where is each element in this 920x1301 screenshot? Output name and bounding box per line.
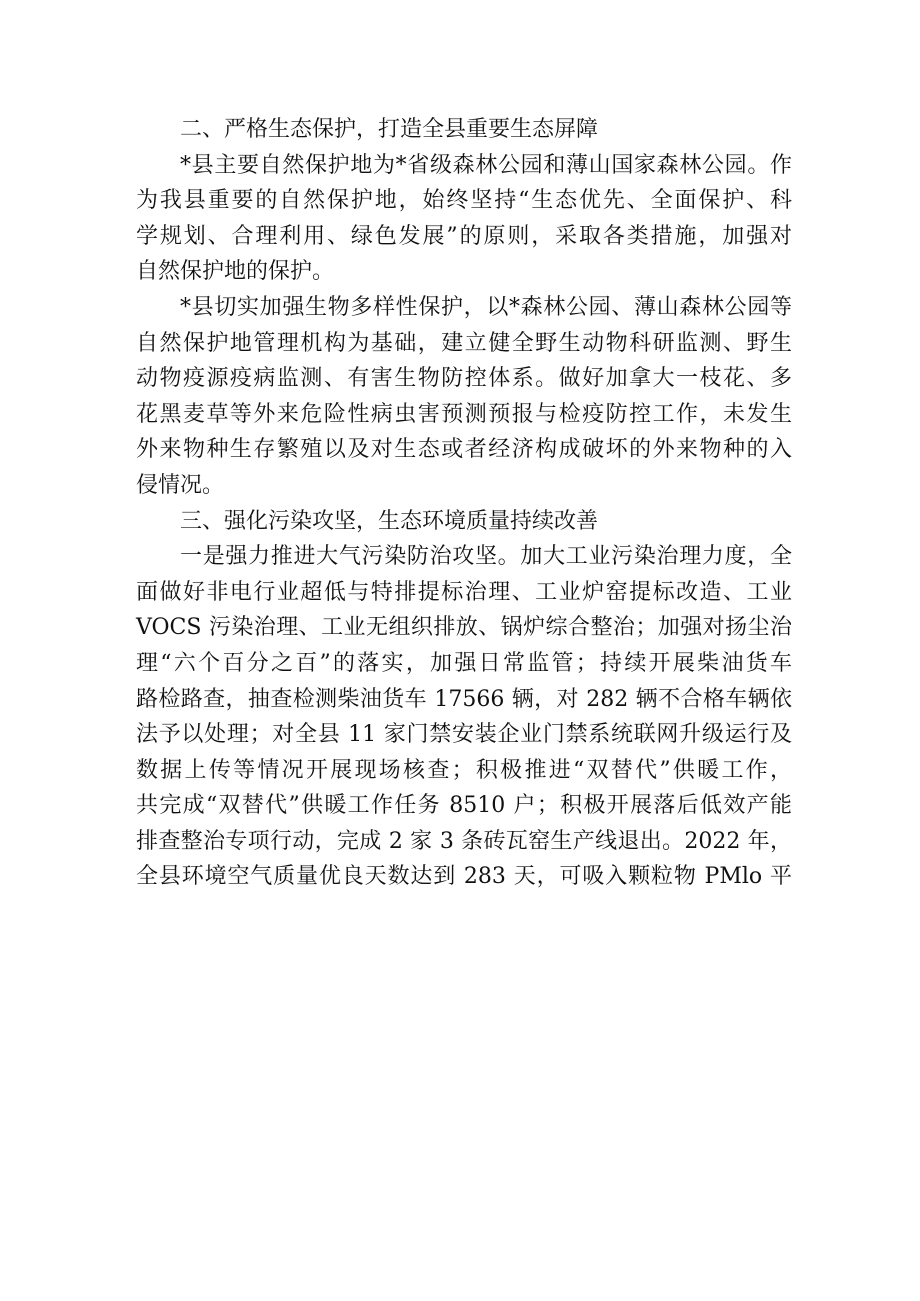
paragraph-line: *县切实加强生物多样性保护，以*森林公园、薄山森林公园等 — [180, 294, 792, 320]
paragraph-line: 外来物种生存繁殖以及对生态或者经济构成破坏的外来物种的入 — [136, 437, 792, 463]
section-heading-3: 三、强化污染攻坚，生态环境质量持续改善 — [180, 508, 599, 534]
paragraph-line: 花黑麦草等外来危险性病虫害预测预报与检疫防控工作，未发生 — [136, 401, 792, 427]
paragraph-line: 法予以处理；对全县 11 家门禁安装企业门禁系统联网升级运行及 — [136, 722, 792, 748]
paragraph-line: 自然保护地的保护。 — [136, 259, 335, 285]
paragraph — [136, 539, 792, 895]
paragraph-line: VOCS 污染治理、工业无组织排放、锅炉综合整治；加强对扬尘治 — [136, 615, 792, 641]
paragraph-line: 路检路查，抽查检测柴油货车 17566 辆，对 282 辆不合格车辆依 — [136, 686, 792, 712]
paragraph-line: 动物疫源疫病监测、有害生物防控体系。做好加拿大一枝花、多 — [136, 366, 792, 392]
paragraph-line: 学规划、合理利用、绿色发展”的原则，采取各类措施，加强对 — [136, 223, 792, 249]
paragraph — [136, 290, 792, 504]
paragraph-line: 共完成“双替代”供暖工作任务 8510 户；积极开展落后低效产能 — [136, 793, 792, 819]
paragraph-line: *县主要自然保护地为*省级森林公园和薄山国家森林公园。作 — [180, 152, 792, 178]
paragraph-line: 面做好非电行业超低与特排提标治理、工业炉窑提标改造、工业 — [136, 579, 792, 605]
paragraph-line: 自然保护地管理机构为基础，建立健全野生动物科研监测、野生 — [136, 330, 792, 356]
paragraph-line: 数据上传等情况开展现场核查；积极推进“双替代”供暖工作， — [136, 757, 792, 783]
paragraph-line: 理“六个百分之百”的落实，加强日常监管；持续开展柴油货车 — [136, 650, 792, 676]
paragraph-line: 全县环境空气质量优良天数达到 283 天，可吸入颗粒物 PMlo 平 — [136, 864, 792, 890]
document-body — [136, 112, 792, 895]
paragraph-line: 为我县重要的自然保护地，始终坚持“生态优先、全面保护、科 — [136, 188, 792, 214]
paragraph-line: 侵情况。 — [136, 472, 225, 498]
section-heading-2: 二、严格生态保护，打造全县重要生态屏障 — [180, 117, 599, 142]
paragraph-line: 一是强力推进大气污染防治攻坚。加大工业污染治理力度，全 — [180, 544, 792, 570]
paragraph-line: 排查整治专项行动，完成 2 家 3 条砖瓦窑生产线退出。2022 年， — [136, 828, 792, 854]
paragraph — [136, 148, 792, 290]
